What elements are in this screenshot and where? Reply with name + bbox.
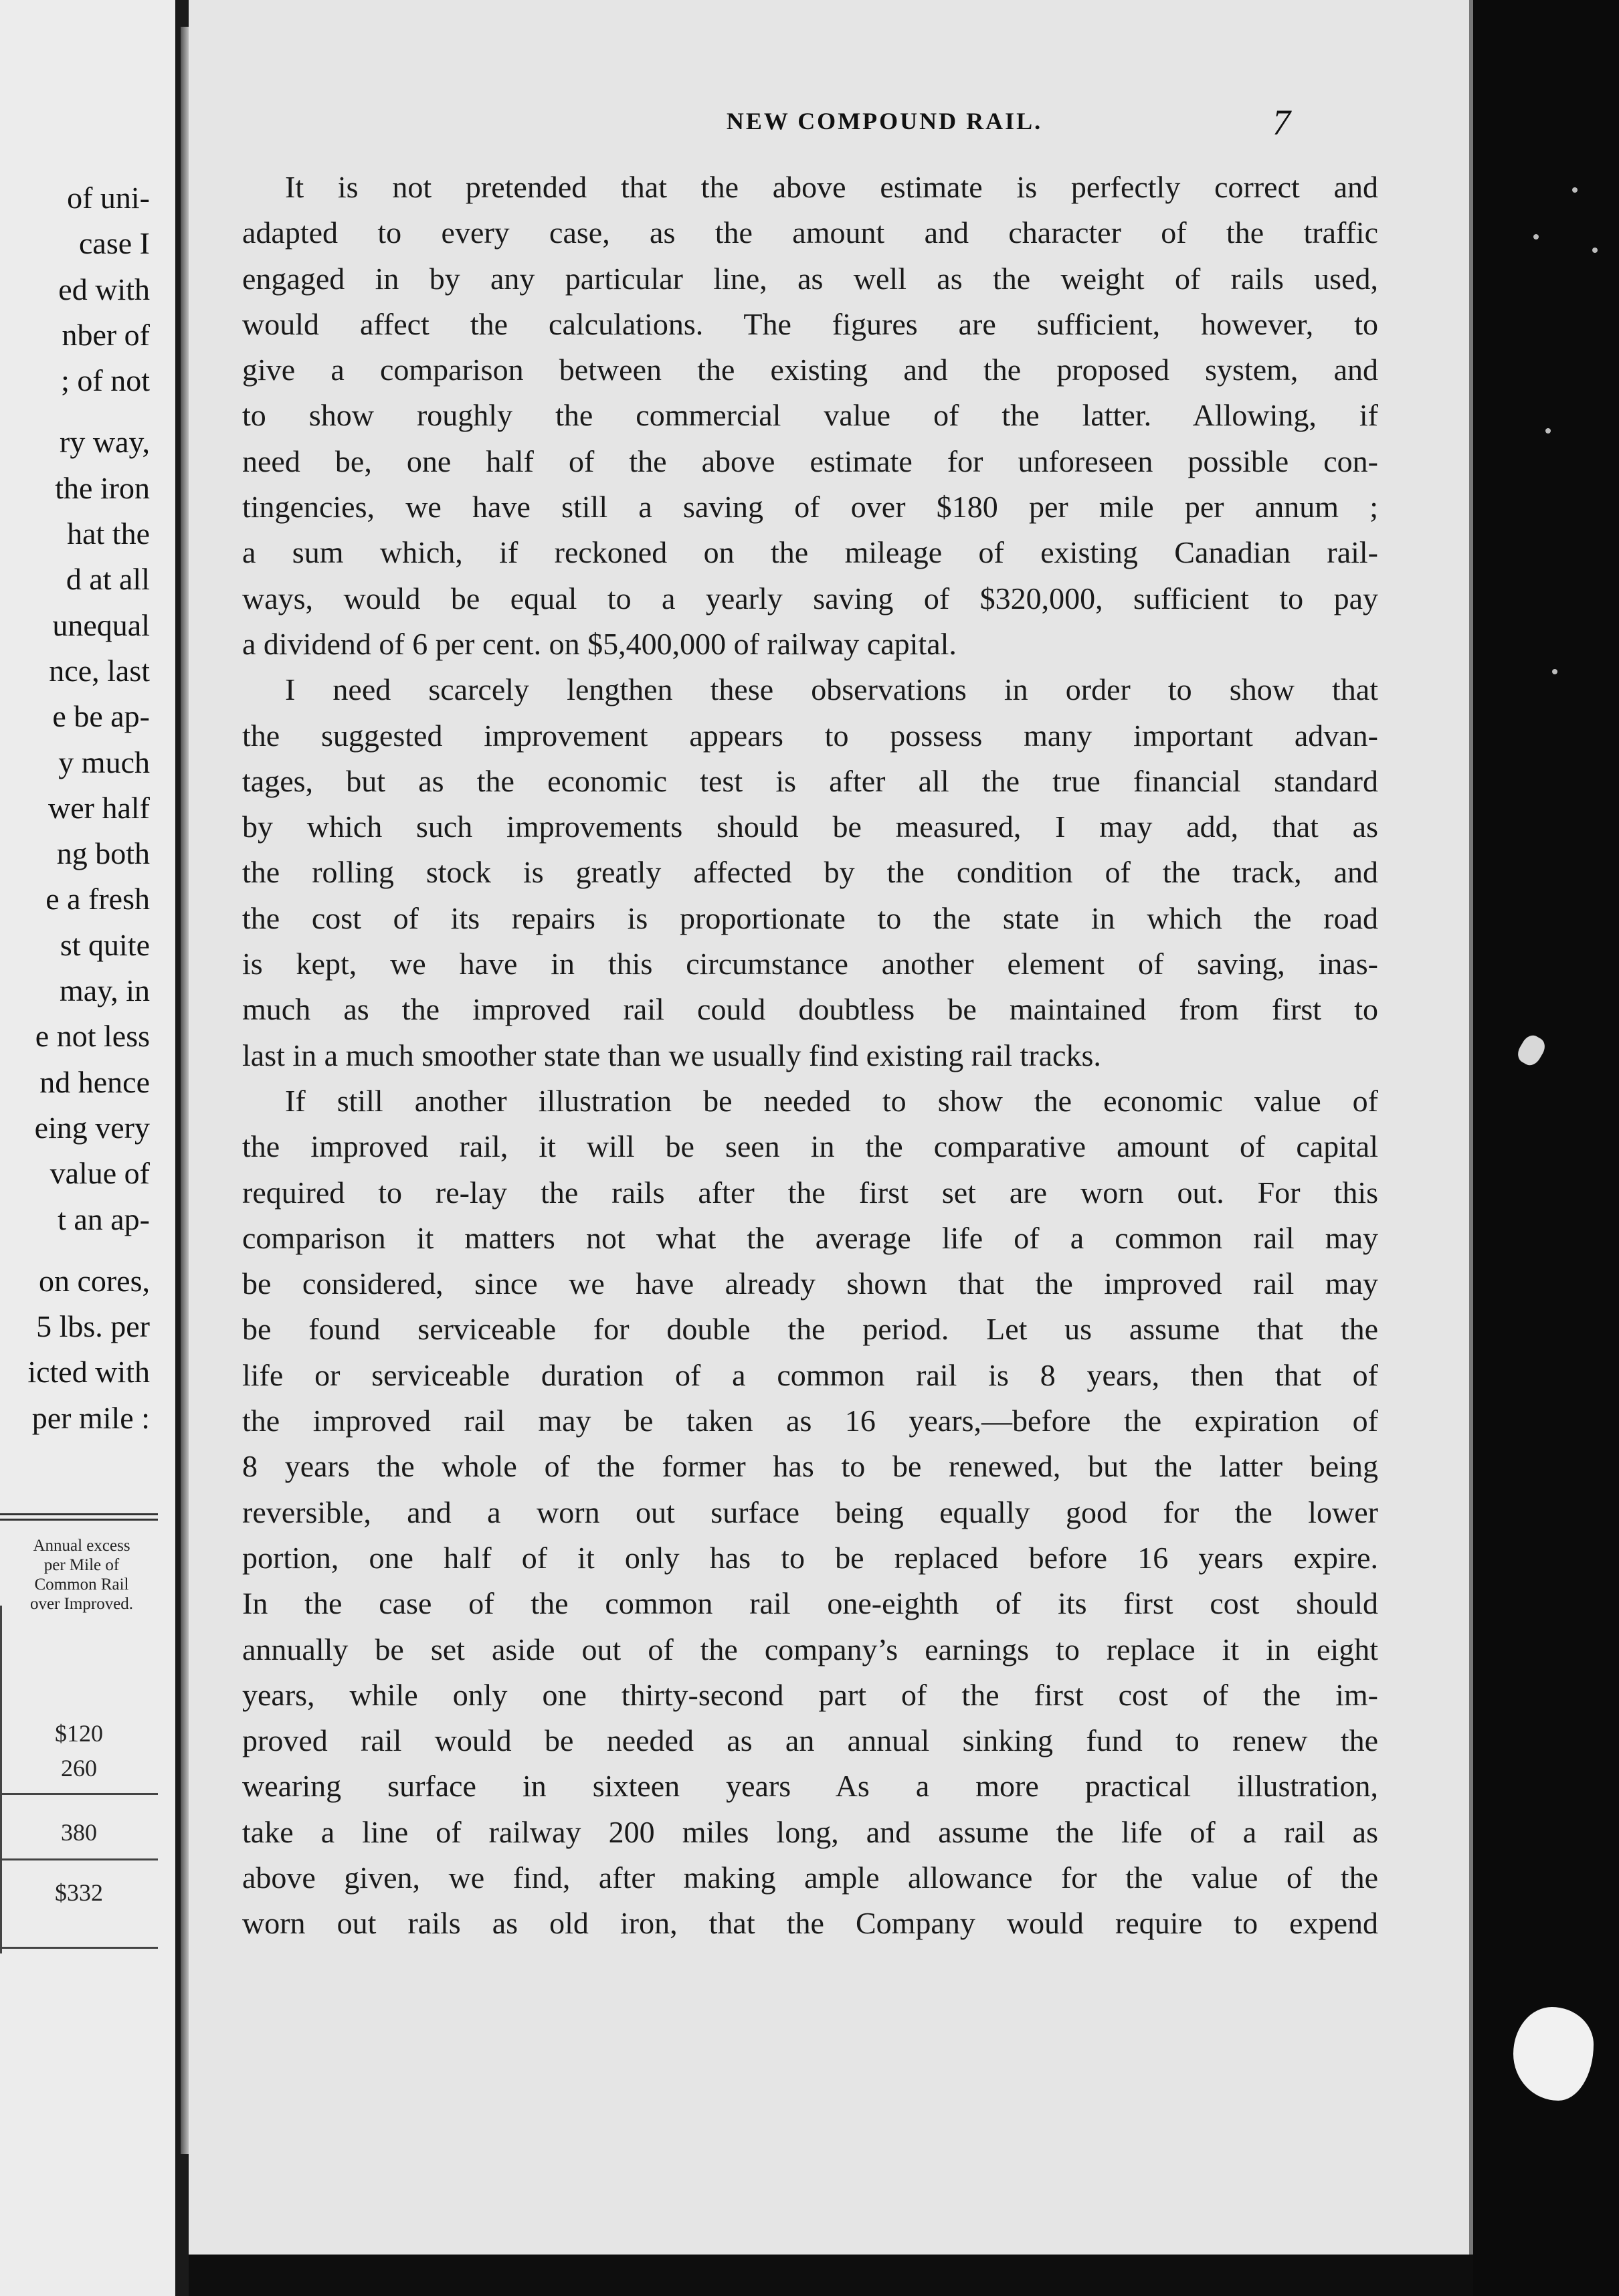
scan-speck (1533, 234, 1539, 240)
scan-speck (1545, 428, 1551, 434)
scan-margin (1473, 0, 1619, 2296)
body-line: reversible, and a worn out surface being equally good for the lower (242, 1495, 1378, 1529)
previous-page-line: nber of (62, 317, 150, 352)
table-bottom-rule (0, 1947, 158, 1949)
scan-speck (1552, 669, 1557, 674)
previous-page-line: d at all (66, 562, 150, 597)
body-line: be found serviceable for double the period. Let us assume that the (242, 1312, 1378, 1347)
body-line: the rolling stock is greatly affected by the condition of the track, and (242, 855, 1378, 890)
body-line: is kept, we have in this circumstance another element of saving, inas- (242, 947, 1378, 981)
previous-page-text (0, 175, 150, 1441)
previous-page-line (0, 403, 150, 419)
body-line: would affect the calculations. The figures are sufficient, however, to (242, 306, 1378, 341)
body-line: by which such improvements should be measured, I may add, that as (242, 809, 1378, 844)
body-line: the improved rail, it will be seen in the comparative amount of capital (242, 1129, 1378, 1164)
body-line: required to re-lay the rails after the first set are worn out. For this (242, 1175, 1378, 1210)
previous-page-line: e not less (35, 1019, 150, 1054)
body-line: to show roughly the commercial value of the latter. Allowing, if (242, 398, 1378, 433)
body-line: 8 years the whole of the former has to be renewed, but the latter being (242, 1449, 1378, 1484)
body-line: proved rail would be needed as an annual sinking fund to renew the (242, 1723, 1378, 1758)
body-line: comparison it matters not what the average life of a common rail may (242, 1220, 1378, 1255)
body-line: adapted to every case, as the amount and character of the traffic (242, 215, 1378, 250)
previous-page-line: t an ap- (58, 1202, 150, 1236)
body-line: need be, one half of the above estimate for unforeseen possible con- (242, 444, 1378, 478)
previous-page-line: on cores, (38, 1263, 150, 1298)
previous-page-line: ry way, (60, 425, 150, 460)
previous-page-line: ed with (58, 272, 150, 306)
previous-page-line: icted with (27, 1355, 150, 1390)
previous-page-line: e a fresh (45, 882, 150, 917)
body-line: a dividend of 6 per cent. on $5,400,000 of railway capital. (242, 626, 957, 661)
previous-page-line: 5 lbs. per (36, 1309, 150, 1344)
previous-page-line (0, 1242, 150, 1258)
body-line: If still another illustration be needed to show the economic value of (285, 1083, 1378, 1118)
previous-page-line: of uni- (67, 181, 150, 215)
page-header (189, 102, 1393, 147)
body-line: wearing surface in sixteen years As a more practical illustration, (242, 1769, 1378, 1804)
sum-rule (0, 1858, 158, 1860)
body-line: annually be set aside out of the company’s earnings to replace it in eight (242, 1632, 1378, 1666)
body-line: In the case of the common rail one-eighth of its first cost should (242, 1586, 1378, 1621)
table-header-line: over Improved. (29, 1595, 134, 1613)
previous-page-line: eing very (34, 1110, 150, 1145)
previous-page-line: ng both (56, 836, 150, 871)
body-line: much as the improved rail could doubtless be maintained from first to (242, 992, 1378, 1027)
previous-page-line: unequal (52, 607, 150, 642)
body-line: give a comparison between the existing and the proposed system, and (242, 353, 1378, 387)
scan-bottom-edge (189, 2255, 1473, 2296)
previous-page-line: y much (58, 745, 150, 779)
body-line: be considered, since we have already shown that the improved rail may (242, 1266, 1378, 1301)
table-header-line: Common Rail (34, 1575, 129, 1594)
body-line: It is not pretended that the above estimate is perfectly correct and (285, 170, 1378, 204)
body-line: life or serviceable duration of a common rail is 8 years, then that of (242, 1357, 1378, 1392)
body-line: the suggested improvement appears to possess many important advan- (242, 718, 1378, 753)
body-line: ways, would be equal to a yearly saving of $320,000, sufficient to pay (242, 581, 1378, 615)
table-top-rules (0, 1513, 158, 1521)
previous-page-line: st quite (60, 927, 150, 962)
body-line: the improved rail may be taken as 16 years,—before the expiration of (242, 1404, 1378, 1438)
body-line: years, while only one thirty-second part of the first cost of the im- (242, 1677, 1378, 1712)
previous-page-line: hat the (67, 516, 150, 551)
previous-page-fragment (0, 0, 175, 2296)
body-line: the cost of its repairs is proportionate to the state in which the road (242, 900, 1378, 935)
book-page (189, 0, 1473, 2255)
scan-speck (1572, 187, 1578, 193)
body-text (242, 165, 1378, 1947)
body-line: take a line of railway 200 miles long, and assume the life of a rail as (242, 1814, 1378, 1849)
table-value: $120 (55, 1720, 103, 1747)
previous-page-line: nce, last (49, 653, 150, 688)
body-line: engaged in by any particular line, as well as the weight of rails used, (242, 261, 1378, 296)
body-line: tages, but as the economic test is after all the true financial standard (242, 763, 1378, 798)
body-line: I need scarcely lengthen these observations in order to show that (285, 672, 1378, 707)
body-line: above given, we find, after making ample allowance for the value of the (242, 1860, 1378, 1895)
table-value: $332 (55, 1879, 103, 1906)
previous-page-line: the iron (55, 470, 150, 505)
sum-rule (0, 1793, 158, 1795)
running-title: NEW COMPOUND RAIL. (726, 108, 1043, 134)
previous-page-line: wer half (48, 790, 150, 825)
previous-page-line: may, in (60, 973, 150, 1008)
excess-cost-table (0, 1606, 158, 1953)
previous-page-line: e be ap- (52, 699, 150, 734)
scan-speck (1592, 248, 1598, 253)
body-line: portion, one half of it only has to be replaced before 16 years expire. (242, 1540, 1378, 1575)
body-line: worn out rails as old iron, that the Company would require to expend (242, 1906, 1378, 1941)
previous-page-line: case I (79, 226, 150, 261)
previous-page-line: per mile : (31, 1400, 150, 1435)
previous-page-line: nd hence (39, 1064, 150, 1099)
table-header-line: per Mile of (43, 1556, 120, 1574)
body-line: a sum which, if reckoned on the mileage of existing Canadian rail- (242, 535, 1378, 570)
body-line: last in a much smoother state than we usually find existing rail tracks. (242, 1038, 1101, 1072)
previous-page-line: ; of not (61, 363, 150, 398)
body-line: tingencies, we have still a saving of over $180 per mile per annum ; (242, 490, 1378, 524)
table-header-line: Annual excess (33, 1537, 130, 1555)
page-number: 7 (1272, 102, 1291, 142)
table-value: 380 (61, 1819, 97, 1846)
table-column-header (5, 1536, 158, 1614)
previous-page-line: value of (50, 1156, 150, 1191)
table-value: 260 (61, 1755, 97, 1782)
